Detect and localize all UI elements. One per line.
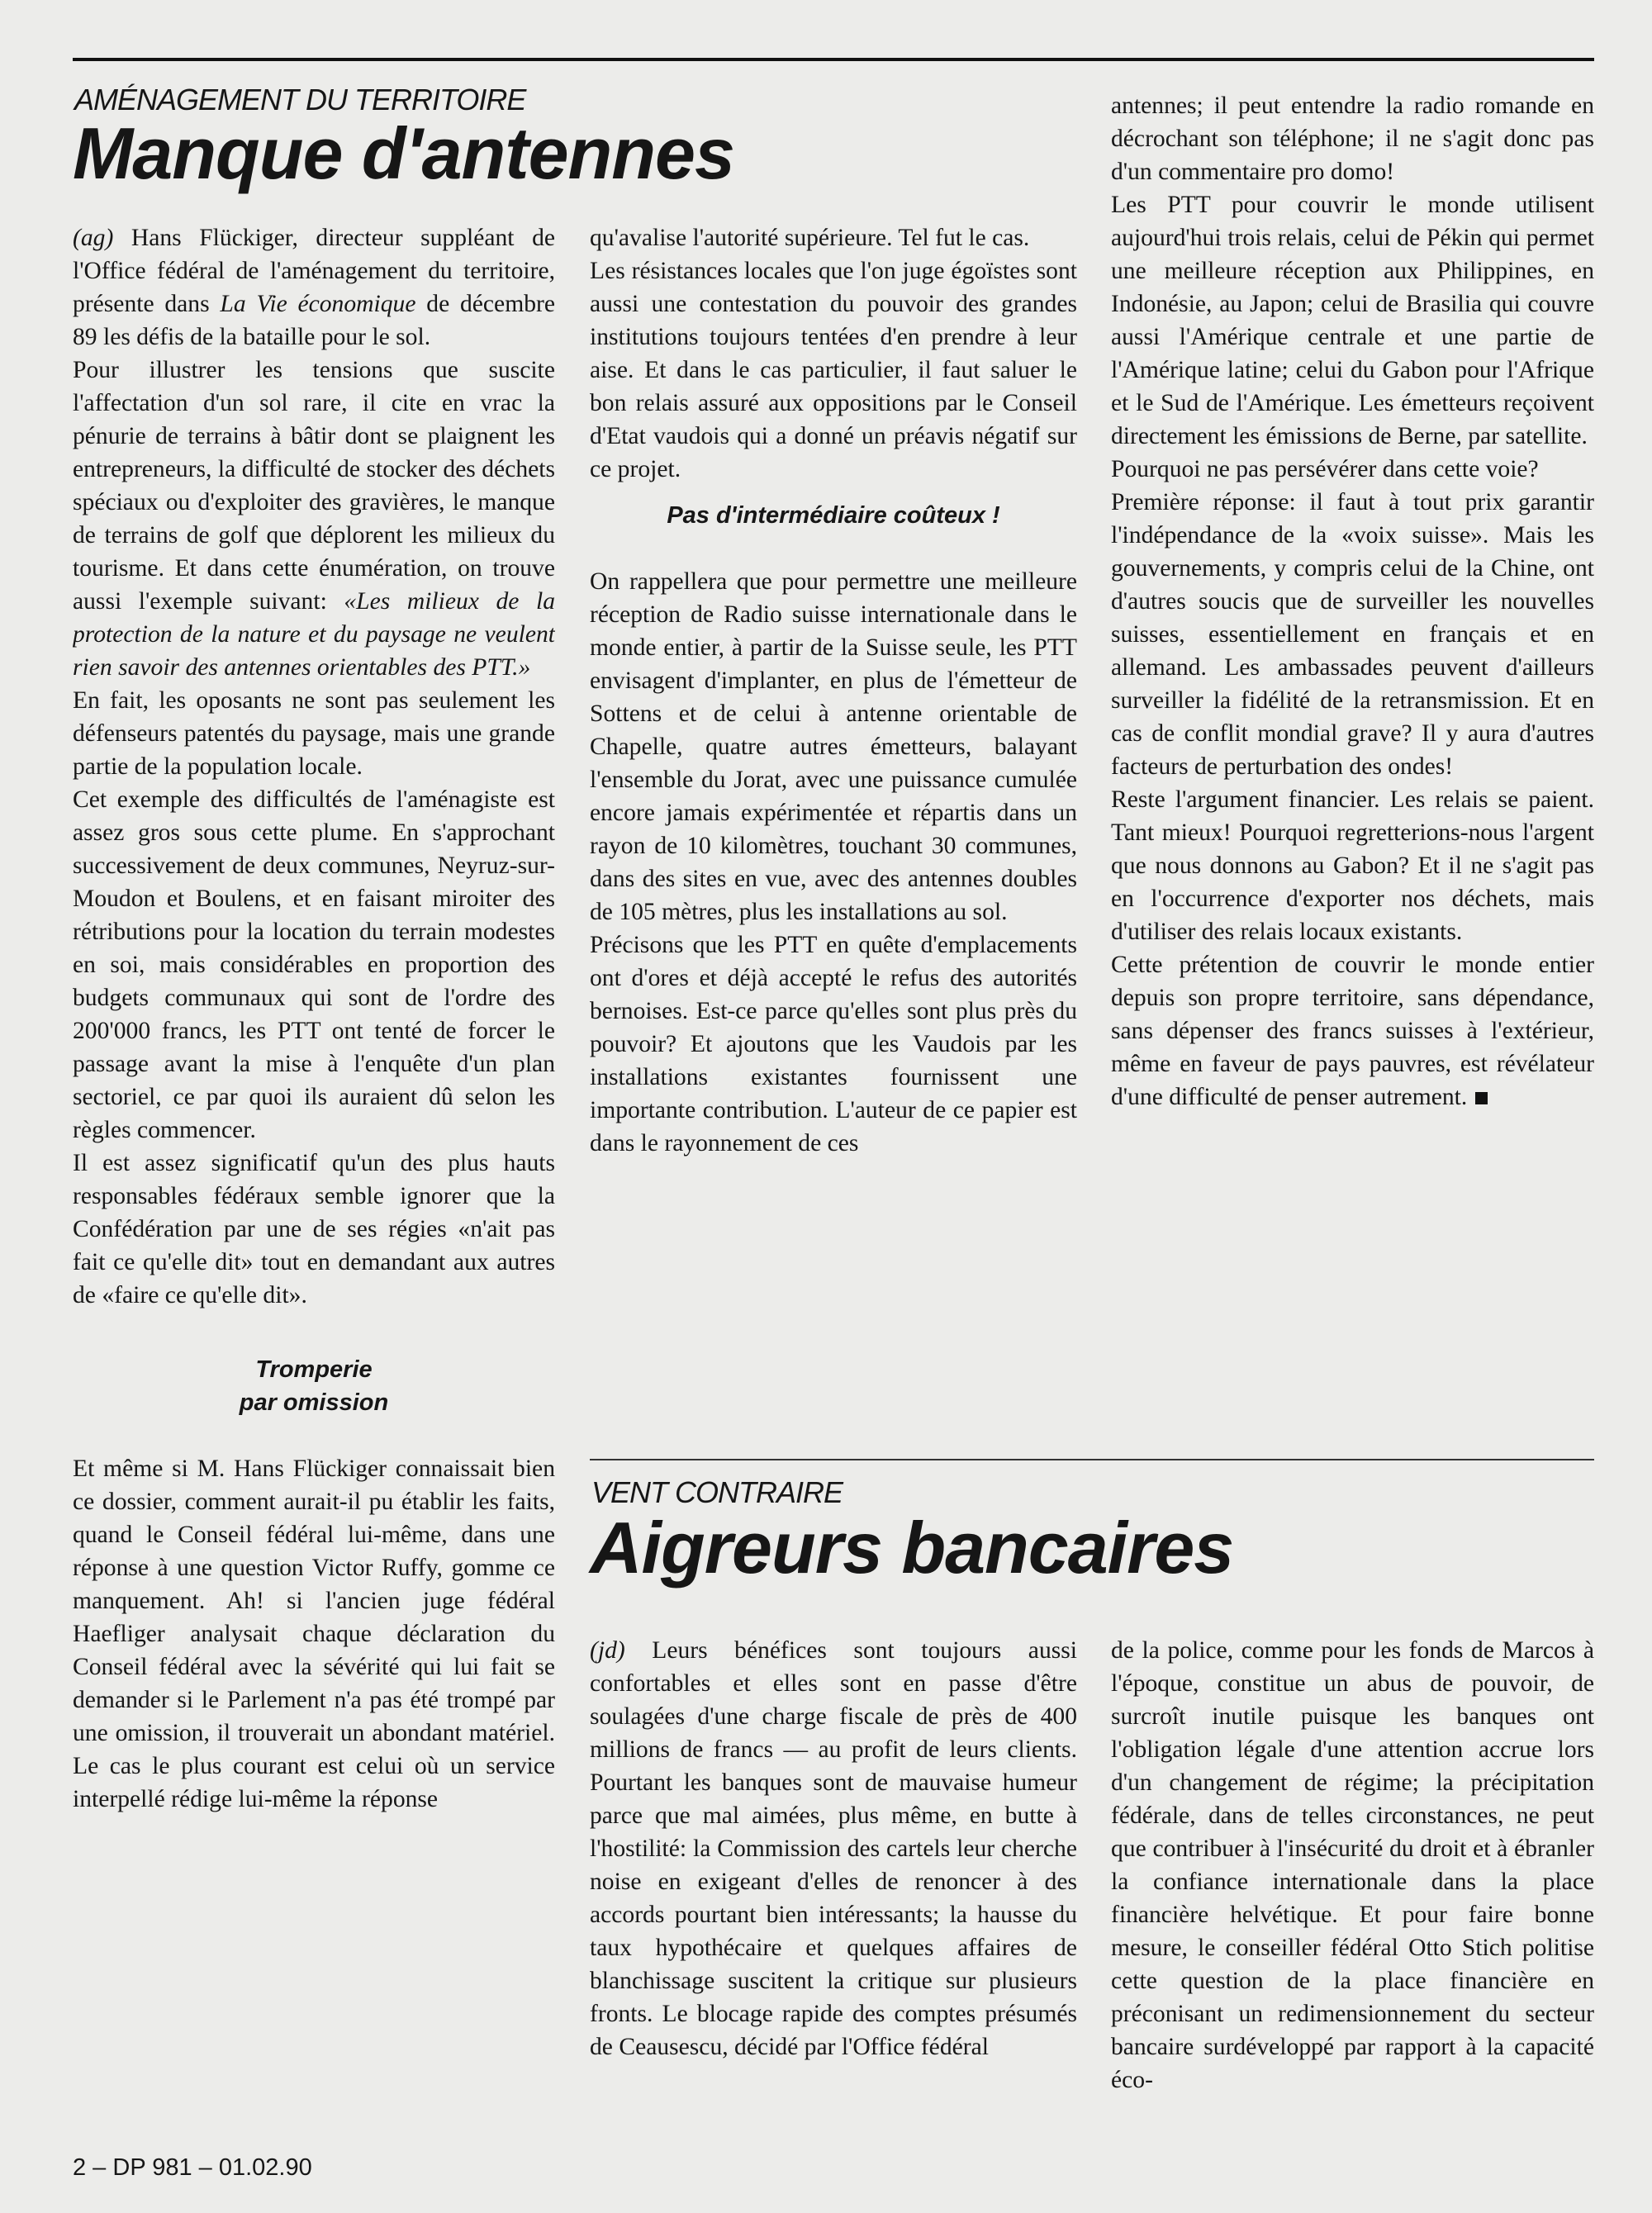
- article1-kicker: AMÉNAGEMENT DU TERRITOIRE: [74, 83, 526, 116]
- subheading-line-1: Tromperie: [255, 1356, 373, 1383]
- paragraph: de la police, comme pour les fonds de Marcos à l'époque, constitue un abus de pouvoir, de surcroît inutile puisque les banques ont l'obligation légale d'une attention accrue lors d'un changement de régime; la précipitation fédérale, dans de telles circonstances, ne peut que contribuer à l'insécurité du droit et à ébranler la confiance internationale dans la place financière helvétique. Et pour faire bonne mesure, le conseiller fédéral Otto Stich politise cette question de la place financière en préconisant un redimensionnement du secteur bancaire surdéveloppé par rapport à la capacité éco-: [1111, 1637, 1594, 2093]
- paragraph: Il est assez significatif qu'un des plus hauts responsables fédéraux semble ignorer que la Confédération par une de ses régies «n'ait pas fait ce qu'elle dit» tout en demandant aux autres de «faire ce qu'elle dit».: [73, 1150, 555, 1308]
- paragraph: (jd) Leurs bénéfices sont toujours aussi confortables et elles sont en passe d'être soulagées d'une charge fiscale de près de 400 millions de francs — au profit de leurs clients. Pourtant les banques sont de mauvaise humeur parce que mal aimées, plus même, en butte à l'hostilité: la Commission des cartels leur cherche noise en exigeant d'elles de renoncer à des accords pourtant bien intéressants; la hausse du taux hypothécaire et quelques affaires de blanchissage suscitent la critique sur plusieurs fronts. Le blocage rapide des comptes présumés de Ceausescu, décidé par l'Office fédéral: [590, 1637, 1077, 2060]
- article1-column-2: [590, 221, 1077, 1411]
- subheading-line-2: par omission: [239, 1389, 389, 1416]
- author-tag: (ag): [73, 225, 114, 251]
- article2-column-1: [590, 1634, 1077, 2130]
- paragraph: Pour illustrer les tensions que suscite l'affectation d'un sol rare, il cite en vrac la pénurie de terrains à bâtir dont se plaignent les entrepreneurs, la difficulté de stocker des déchets spéciaux ou d'exploiter des gravières, le manque de terrains de golf que déplorent les milieux du tourisme. Et dans cette énumération, on trouve aussi l'exemple suivant: «Les milieux de la protection de la nature et du paysage ne veulent rien savoir des antennes orientables des PTT.»: [73, 357, 555, 681]
- article-separator-rule: [590, 1459, 1594, 1460]
- paragraph: Précisons que les PTT en quête d'emplacements ont d'ores et déjà accepté le refus des autorités bernoises. Est-ce parce qu'elles sont plus près du pouvoir? Et ajoutons que les Vaudois par les installations existantes fournissent une importante contribution. L'auteur de ce papier est dans le rayonnement de ces: [590, 932, 1077, 1156]
- paragraph: Les PTT pour couvrir le monde utilisent aujourd'hui trois relais, celui de Pékin qui permet une meilleure réception aux Philippines, en Indonésie, au Japon; celui de Brasilia qui couvre aussi l'Amérique centrale et une partie de l'Amérique latine; celui du Gabon pour l'Afrique et le Sud de l'Amérique. Les émetteurs reçoivent directement les émissions de Berne, par satellite.: [1111, 192, 1594, 449]
- end-of-article-mark: [1475, 1092, 1488, 1104]
- paragraph: Et même si M. Hans Flückiger connaissait bien ce dossier, comment aurait-il pu établir les faits, quand le Conseil fédéral lui-même, dans une réponse à une question Victor Ruffy, gomme ce manquement. Ah! si l'ancien juge fédéral Haefliger analysait chaque déclaration du Conseil fédéral avec la sévérité qui lui fait se demander si le Parlement n'a pas été trompé par une omission, il trouverait un abondant matériel. Le cas le plus courant est celui où un service interpellé rédige lui-même la réponse: [73, 1456, 555, 1812]
- article1-column-1: [73, 221, 555, 2130]
- paragraph: Pourquoi ne pas persévérer dans cette voie?: [1111, 456, 1539, 482]
- quote: «Les milieux de la protection de la nature et du paysage ne veulent rien savoir des antennes orientables des PTT.»: [73, 588, 555, 681]
- paragraph: Cette prétention de couvrir le monde entier depuis son propre territoire, sans dépendance, sans dépenser des francs suisses à l'extérieur, même en faveur de pays pauvres, est révélateur d'une difficulté de penser autrement.: [1111, 952, 1594, 1110]
- paragraph: En fait, les oposants ne sont pas seulement les défenseurs patentés du paysage, mais une grande partie de la population locale.: [73, 687, 555, 780]
- paragraph: antennes; il peut entendre la radio romande en décrochant son téléphone; il ne s'agit donc pas d'un commentaire pro domo!: [1111, 93, 1594, 185]
- paragraph: Les résistances locales que l'on juge égoïstes sont aussi une contestation du pouvoir des grandes institutions toujours tentées d'en prendre à leur aise. Et dans le cas particulier, il faut saluer le bon relais assuré aux oppositions par le Conseil d'Etat vaudois qui a donné un préavis négatif sur ce projet.: [590, 258, 1077, 482]
- paragraph: (ag) Hans Flückiger, directeur suppléant de l'Office fédéral de l'aménagement du territoire, présente dans La Vie économique de décembre 89 les défis de la bataille pour le sol.: [73, 225, 555, 350]
- page-footer: 2 – DP 981 – 01.02.90: [73, 2154, 312, 2181]
- paragraph: Première réponse: il faut à tout prix garantir l'indépendance de la «voix suisse». Mais les gouvernements, y compris celui de la Chine, ont d'autres soucis que de surveiller les nouvelles suisses, essentiellement en français et en allemand. Les ambassades peuvent d'ailleurs surveiller la fidélité de la retransmission. Et en cas de conflit mondial grave? Il y aura d'autres facteurs de perturbation des ondes!: [1111, 489, 1594, 780]
- article1-title: Manque d'antennes: [73, 112, 734, 194]
- article1-column-3: [1111, 89, 1594, 1411]
- author-tag: (jd): [590, 1637, 625, 1664]
- article2-title: Aigreurs bancaires: [590, 1507, 1234, 1589]
- top-rule: [73, 58, 1594, 61]
- subheading: Pas d'intermédiaire coûteux !: [667, 502, 1000, 529]
- paragraph: qu'avalise l'autorité supérieure. Tel fut le cas.: [590, 225, 1030, 251]
- paragraph: On rappellera que pour permettre une meilleure réception de Radio suisse internationale dans le monde entier, à partir de la Suisse seule, les PTT envisagent d'implanter, en plus de l'émetteur de Sottens et de celui à antenne orientable de Chapelle, quatre autres émetteurs, balayant l'ensemble du Jorat, avec une puissance cumulée encore jamais expérimentée et répartis dans un rayon de 10 kilomètres, touchant 30 communes, dans des sites en vue, avec des antennes doubles de 105 mètres, plus les installations au sol.: [590, 568, 1077, 925]
- article2-column-2: [1111, 1634, 1594, 2130]
- paragraph: Reste l'argument financier. Les relais se paient. Tant mieux! Pourquoi regretterions-nous l'argent que nous donnons au Gabon? Et il ne s'agit pas en l'occurrence d'exporter nos déchets, mais d'utiliser des relais locaux existants.: [1111, 786, 1594, 945]
- paragraph: Cet exemple des difficultés de l'aménagiste est assez gros sous cette plume. En s'approchant successivement de deux communes, Neyruz-sur-Moudon et Boulens, et en faisant miroiter des rétributions pour la location du terrain modestes en soi, mais considérables en proportion des budgets communaux qui sont de l'ordre des 200'000 francs, les PTT ont tenté de forcer le passage avant la mise à l'enquête d'un plan sectoriel, ce par quoi ils auraient dû selon les règles commencer.: [73, 786, 555, 1143]
- article2-kicker: VENT CONTRAIRE: [591, 1475, 843, 1509]
- publication-name: La Vie économique: [220, 291, 416, 317]
